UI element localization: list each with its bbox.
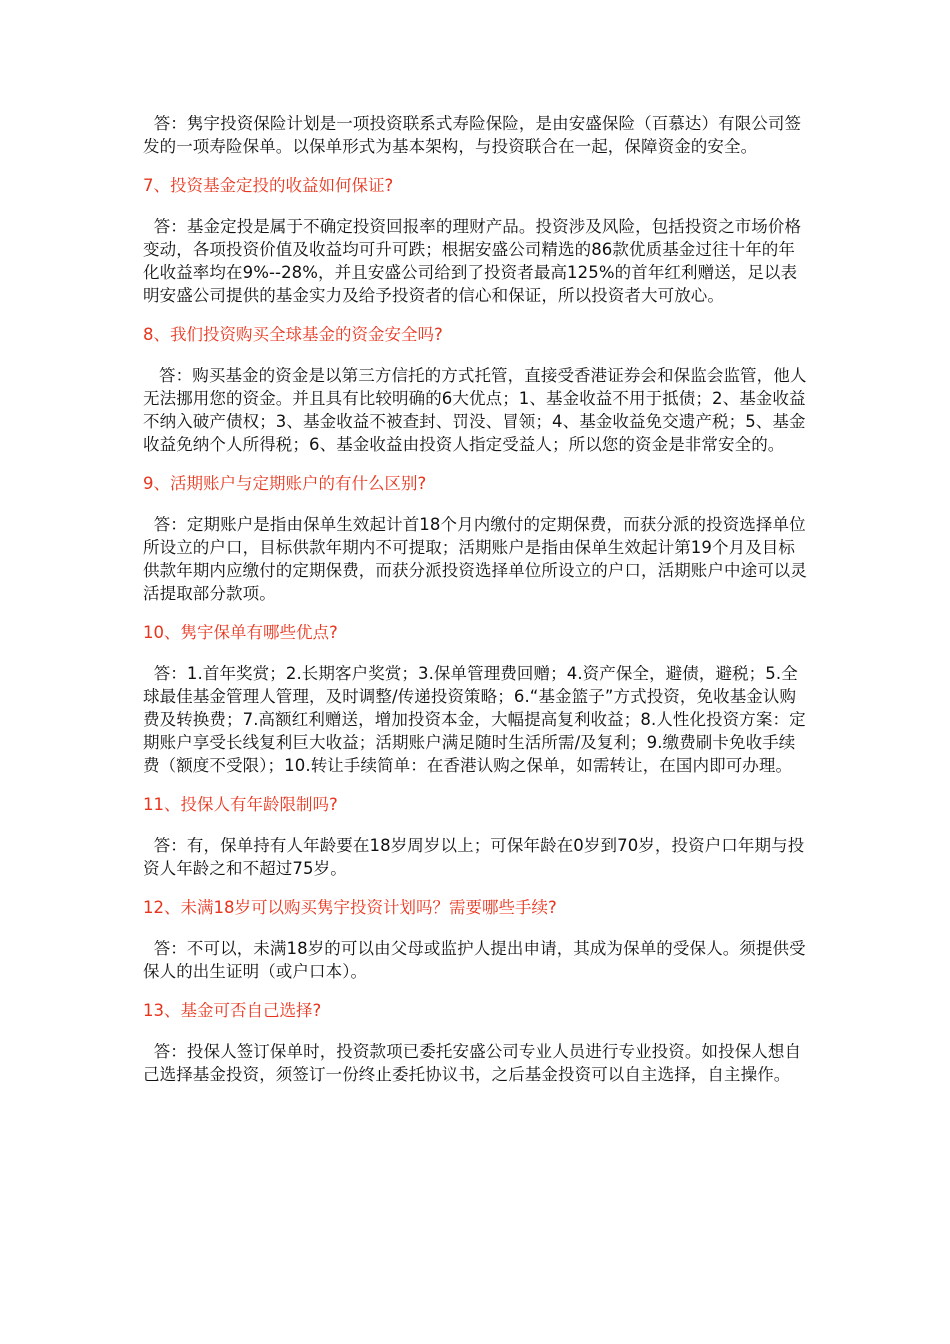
answer-paragraph-11: 答：有，保单持有人年龄要在18岁周岁以上；可保年龄在0岁到70岁，投资户口年期与投资人年龄之和不超过75岁。 (143, 836, 805, 878)
answer-paragraph-10: 答：1.首年奖赏；2.长期客户奖赏；3.保单管理费回赠；4.资产保全，避债，避税；5.全球最佳基金管理人管理，及时调整/传递投资策略；6.“基金篮子”方式投资，免收基金认购费及转换费；7.高额红利赠送，增加投资本金，大幅提高复利收益；8.人性化投资方案：定期账户享受长线复利巨大收益；活期账户满足随时生活所需/及复利；9.缴费刷卡免收手续费（额度不受限）；10.转让手续简单：在香港认购之保单，如需转让，在国内即可办理。 (143, 664, 806, 775)
answer-paragraph-6: 答：隽宇投资保险计划是一项投资联系式寿险保险，是由安盛保险（百慕达）有限公司签发的一项寿险保单。以保单形式为基本架构，与投资联合在一起，保障资金的安全。 (143, 114, 802, 156)
question-heading-9: 9、活期账户与定期账户的有什么区别? (143, 474, 427, 493)
answer-paragraph-12: 答：不可以，未满18岁的可以由父母或监护人提出申请，其成为保单的受保人。须提供受保人的出生证明（或户口本）。 (143, 939, 806, 981)
document-page (143, 112, 808, 1102)
question-heading-12: 12、未满18岁可以购买隽宇投资计划吗？需要哪些手续? (143, 898, 557, 917)
question-heading-7: 7、投资基金定投的收益如何保证? (143, 176, 394, 195)
answer-paragraph-7: 答：基金定投是属于不确定投资回报率的理财产品。投资涉及风险，包括投资之市场价格变动，各项投资价值及收益均可升可跌；根据安盛公司精选的86款优质基金过往十年的年化收益率均在9%--28%，并且安盛公司给到了投资者最高125%的首年红利赠送，足以表明安盛公司提供的基金实力及给予投资者的信心和保证，所以投资者大可放心。 (143, 217, 802, 305)
question-heading-11: 11、投保人有年龄限制吗? (143, 795, 338, 814)
answer-paragraph-13: 答：投保人签订保单时，投资款项已委托安盛公司专业人员进行专业投资。如投保人想自己选择基金投资，须签订一份终止委托协议书，之后基金投资可以自主选择，自主操作。 (143, 1042, 802, 1084)
answer-paragraph-8: 答：购买基金的资金是以第三方信托的方式托管，直接受香港证券会和保监会监管，他人无法挪用您的资金。并且具有比较明确的6大优点；1、基金收益不用于抵债；2、基金收益不纳入破产债权；3、基金收益不被查封、罚没、冒领；4、基金收益免交遗产税；5、基金收益免纳个人所得税；6、基金收益由投资人指定受益人；所以您的资金是非常安全的。 (143, 366, 807, 454)
question-heading-13: 13、基金可否自己选择? (143, 1001, 322, 1020)
question-heading-10: 10、隽宇保单有哪些优点? (143, 623, 338, 642)
answer-paragraph-9: 答：定期账户是指由保单生效起计首18个月内缴付的定期保费，而获分派的投资选择单位所设立的户口，目标供款年期内不可提取；活期账户是指由保单生效起计第19个月及目标供款年期内应缴付的定期保费，而获分派投资选择单位所设立的户口，活期账户中途可以灵活提取部分款项。 (143, 515, 807, 603)
question-heading-8: 8、我们投资购买全球基金的资金安全吗? (143, 325, 443, 344)
